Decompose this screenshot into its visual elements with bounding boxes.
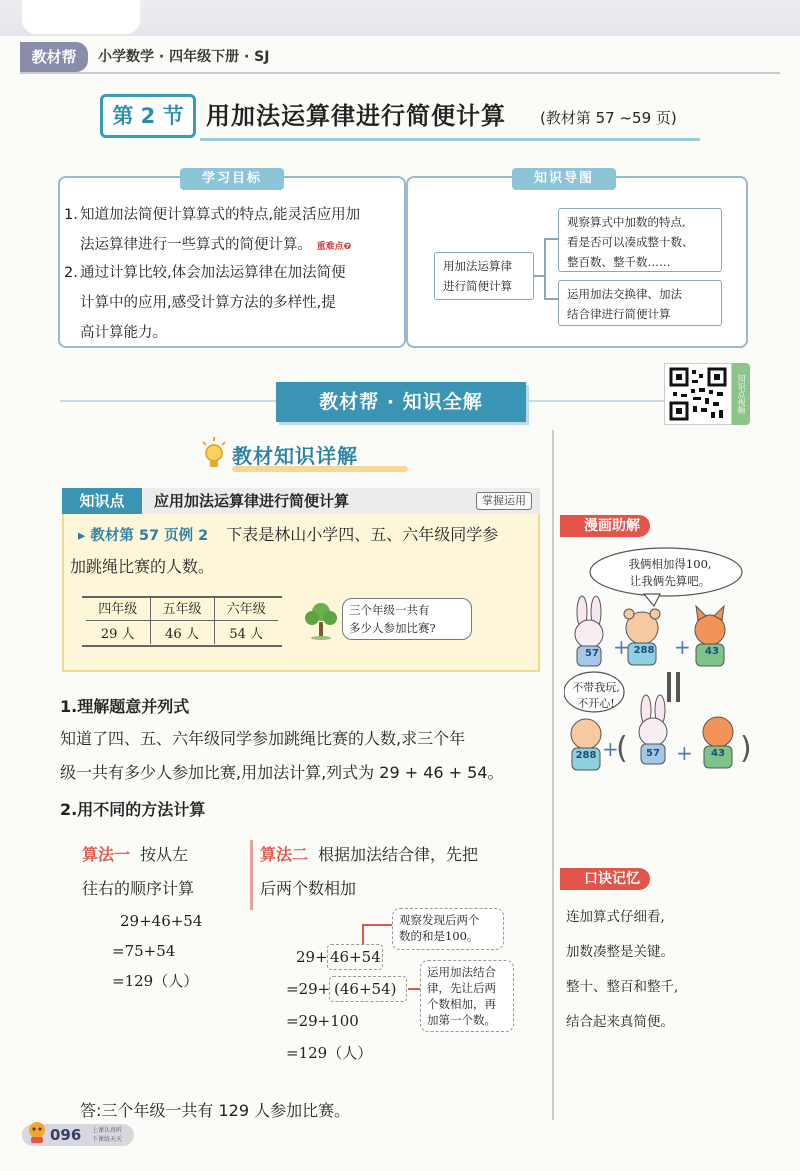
rhyme-line: 结合起来真简便。 (566, 1014, 674, 1030)
rhyme-line: 加数凑整是关键。 (566, 944, 674, 960)
map-connector (534, 275, 544, 277)
qr-code[interactable] (664, 363, 732, 425)
mind-map-root: 用加法运算律 进行简便计算 (434, 252, 534, 300)
method-1-calc-3: =129（人） (112, 972, 199, 990)
method-2-label: 算法二 (260, 845, 309, 864)
right-column-divider (552, 430, 554, 1120)
footer-note: 上课认真听 下课练天天 (92, 1127, 123, 1143)
banner-line-left (60, 400, 276, 402)
goal-2-line3: 高计算能力。 (80, 325, 167, 341)
question-bubble: 三个年级一共有 多少人参加比赛? (342, 598, 472, 640)
knowledge-point-bar (62, 488, 540, 514)
table-bottom-rule (82, 645, 282, 647)
table-cell: 29 人 (86, 620, 150, 644)
goal-item-2: 2. 通过计算比较,体会加法运算律在加法简便 计算中的应用,感受计算方法的多样性,提 高计算能力。 (64, 258, 399, 348)
table-cell: 54 人 (229, 626, 264, 642)
open-parenthesis: ( (616, 731, 628, 766)
shirt-number: 57 (646, 748, 660, 759)
table-header-cell: 六年级 (214, 596, 278, 620)
rhyme-text (566, 900, 678, 1040)
close-parenthesis: ) (740, 731, 752, 766)
method-2-calc-2b: (46+54) (334, 980, 397, 998)
mind-map-branch-1: 观察算式中加数的特点, 看是否可以凑成整十数、 整百数、整千数…… (558, 208, 722, 272)
page-header (0, 42, 800, 72)
participants-table (86, 596, 278, 644)
goal-1-line2: 法运算律进行一些算式的简便计算。 (80, 237, 312, 253)
comic-bubble-2: 不带我玩, 不开心! (572, 681, 620, 710)
comic-bubble-1: 我俩相加得100, 让我俩先算吧。 (628, 557, 712, 588)
rhyme-line: 整十、整百和整千, (566, 979, 679, 995)
comic-tag: 漫画助解 (560, 515, 650, 537)
table-row (86, 596, 278, 620)
method-note: 运用加法结合 律，先让后两 个数相加，再 加第一个数。 (420, 960, 514, 1032)
arrow-line (362, 924, 392, 926)
method-2-desc: 算法二 根据加法结合律，先把 后两个数相加 (260, 845, 479, 898)
plus-sign: + (602, 737, 619, 761)
sub-heading: 教材知识详解 (232, 444, 358, 468)
section-number: 第 2 节 (100, 94, 196, 138)
method-divider (250, 840, 253, 910)
method-2-calc-4: =129（人） (286, 1044, 373, 1062)
method-1-desc: 算法一 按从左 往右的顺序计算 (82, 845, 195, 898)
banner-title: 教材帮 · 知识全解 (276, 382, 526, 422)
section-title (100, 94, 710, 144)
step-2-title: 2.用不同的方法计算 (60, 800, 206, 819)
knowledge-point-tag: 知识点 (62, 488, 142, 514)
observation-note: 观察发现后两个 数的和是100。 (392, 908, 504, 950)
rhyme-line: 连加算式仔细看, (566, 909, 665, 925)
goals-tag: 学习目标 (180, 168, 284, 190)
goal-2-line1: 通过计算比较,体会加法运算律在加法简便 (80, 265, 346, 281)
map-connector-top (544, 238, 558, 240)
goal-item-1: 1. 知道加法简便计算算式的特点,能灵活应用加 法运算律进行一些算式的简便计算。 重难点❼ (64, 207, 361, 253)
table-header-cell: 四年级 (86, 596, 150, 620)
tree-icon (302, 600, 340, 640)
goal-1-line1: 知道加法简便计算算式的特点,能灵活应用加 (80, 207, 361, 223)
header-divider (20, 72, 780, 74)
method-2-calc-2a: =29+ (286, 980, 331, 998)
bear-icon (571, 719, 601, 770)
qr-code-icon (665, 364, 731, 424)
example-line-1: ▸ 教材第 57 页例 2 下表是林山小学四、五、六年级同学参 (78, 525, 499, 544)
lightbulb-icon (200, 436, 228, 470)
step-1-text: 知道了四、五、六年级同学参加跳绳比赛的人数,求三个年 级一共有多少人参加比赛,用加法计算,列式为 29 + 46 + 54。 (60, 729, 504, 782)
method-2-calc-3: =29+100 (286, 1012, 359, 1030)
arrow-line (408, 988, 420, 990)
shirt-number: 288 (575, 750, 597, 761)
shirt-number: 57 (585, 648, 599, 659)
map-connector-vertical (544, 238, 546, 298)
knowledge-point-title: 应用加法运算律进行简便计算 (154, 492, 350, 510)
arrow-line (362, 924, 364, 944)
rhyme-tag: 口诀记忆 (560, 868, 650, 890)
method-1-calc-2: =75+54 (112, 942, 176, 960)
top-tab (22, 0, 140, 34)
shirt-number: 43 (705, 646, 719, 657)
method-2-calc-1a: 29+ (296, 948, 328, 966)
plus-sign: + (674, 635, 691, 659)
fox-icon (703, 717, 733, 768)
map-connector-bottom (544, 298, 558, 300)
table-header-cell: 五年级 (150, 596, 214, 620)
table-row (86, 620, 278, 644)
plus-sign: + (676, 741, 693, 765)
brand-label: 教材帮 (20, 42, 88, 72)
answer-text: 答:三个年级一共有 129 人参加比赛。 (80, 1101, 351, 1120)
goal-2-line2: 计算中的应用,感受计算方法的多样性,提 (80, 295, 336, 311)
method-1-label: 算法一 (82, 845, 131, 864)
mastery-badge: 掌握运用 (476, 492, 532, 510)
section-underline (200, 138, 700, 141)
plus-sign: + (613, 635, 630, 659)
series-label: 小学数学 · 四年级下册 · SJ (98, 49, 270, 65)
example-reference: ▸ 教材第 57 页例 2 (78, 528, 209, 544)
mind-map-branch-2: 运用加法交换律、加法 结合律进行简便计算 (558, 280, 722, 326)
section-name: 用加法运算律进行简便计算 (206, 102, 506, 130)
mind-map-tag: 知识导图 (512, 168, 616, 190)
hard-point-badge: 重难点❼ (316, 242, 352, 252)
method-1-calc-1: 29+46+54 (120, 912, 203, 930)
method-2-calc-1b: 46+54 (330, 948, 381, 966)
shirt-number: 288 (633, 645, 655, 656)
fox-icon (695, 606, 725, 666)
banner-line-right (526, 400, 664, 402)
qr-side-label: 知识点视频 (732, 363, 750, 425)
section-pages: (教材第 57 ~59 页) (540, 109, 677, 127)
step-1-title: 1.理解题意并列式 (60, 697, 190, 716)
page-number: 096 (50, 1126, 82, 1144)
shirt-number: 43 (711, 748, 725, 759)
table-cell: 46 人 (150, 620, 214, 644)
mascot-icon (26, 1120, 48, 1144)
example-line-2: 加跳绳比赛的人数。 (70, 557, 215, 576)
